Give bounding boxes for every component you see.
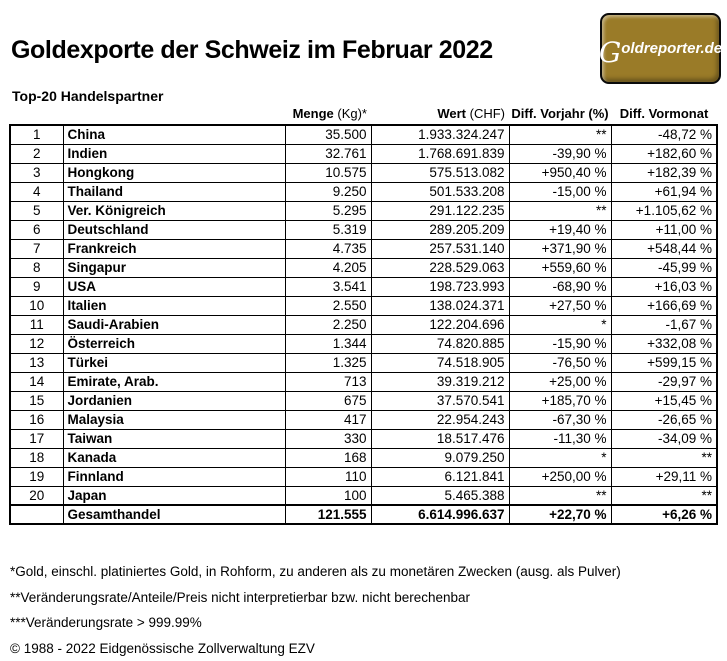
diff-vormonat-cell: -1,67 % xyxy=(611,315,717,334)
menge-cell: 4.205 xyxy=(285,258,371,277)
rank-cell: 12 xyxy=(10,334,63,353)
rank-cell: 14 xyxy=(10,372,63,391)
table-row xyxy=(10,182,717,201)
copyright-line: © 1988 - 2022 Eidgenössische Zollverwaltung EZV xyxy=(10,636,621,661)
diff-vormonat-cell: +29,11 % xyxy=(611,467,717,486)
diff-vorjahr-cell: -15,90 % xyxy=(509,334,611,353)
country-cell: Hongkong xyxy=(63,163,285,182)
diff-vormonat-cell: +599,15 % xyxy=(611,353,717,372)
table-row xyxy=(10,410,717,429)
country-cell: Jordanien xyxy=(63,391,285,410)
column-header-menge xyxy=(285,106,371,121)
country-cell: Deutschland xyxy=(63,220,285,239)
menge-cell: 10.575 xyxy=(285,163,371,182)
table-row xyxy=(10,372,717,391)
menge-cell: 9.250 xyxy=(285,182,371,201)
diff-vormonat-cell: -34,09 % xyxy=(611,429,717,448)
table-row xyxy=(10,201,717,220)
country-cell: Japan xyxy=(63,486,285,505)
diff-vormonat-cell: +15,45 % xyxy=(611,391,717,410)
table-row xyxy=(10,429,717,448)
diff-vorjahr-cell: +27,50 % xyxy=(509,296,611,315)
footnote-double-asterisk: **Veränderungsrate/Anteile/Preis nicht interpretierbar bzw. nicht berechenbar xyxy=(10,585,621,611)
country-cell: Frankreich xyxy=(63,239,285,258)
country-cell: Türkei xyxy=(63,353,285,372)
diff-vorjahr-cell: +185,70 % xyxy=(509,391,611,410)
diff-vormonat-cell: +182,39 % xyxy=(611,163,717,182)
diff-vorjahr-cell: * xyxy=(509,448,611,467)
table-footer xyxy=(10,505,717,524)
table-row xyxy=(10,258,717,277)
wert-unit-label: (CHF) xyxy=(466,106,505,121)
wert-cell: 291.122.235 xyxy=(371,201,509,220)
column-header-diff-vorjahr: Diff. Vorjahr (%) xyxy=(509,106,611,121)
menge-cell: 1.344 xyxy=(285,334,371,353)
wert-cell: 6.121.841 xyxy=(371,467,509,486)
diff-vorjahr-cell: +559,60 % xyxy=(509,258,611,277)
rank-cell: 1 xyxy=(10,125,63,144)
diff-vormonat-cell: +182,60 % xyxy=(611,144,717,163)
rank-cell: 15 xyxy=(10,391,63,410)
wert-cell: 22.954.243 xyxy=(371,410,509,429)
diff-vorjahr-cell: +371,90 % xyxy=(509,239,611,258)
footnote-triple-asterisk: ***Veränderungsrate > 999.99% xyxy=(10,610,621,636)
total-label-cell: Gesamthandel xyxy=(63,505,285,524)
country-cell: Singapur xyxy=(63,258,285,277)
gold-exports-table xyxy=(9,124,718,525)
rank-cell: 9 xyxy=(10,277,63,296)
wert-cell: 18.517.476 xyxy=(371,429,509,448)
diff-vormonat-cell: +332,08 % xyxy=(611,334,717,353)
menge-cell: 2.550 xyxy=(285,296,371,315)
diff-vorjahr-cell: -15,00 % xyxy=(509,182,611,201)
menge-cell: 1.325 xyxy=(285,353,371,372)
table-row xyxy=(10,486,717,505)
diff-vorjahr-cell: ** xyxy=(509,201,611,220)
diff-vorjahr-cell: -68,90 % xyxy=(509,277,611,296)
country-cell: Kanada xyxy=(63,448,285,467)
diff-vormonat-cell: -26,65 % xyxy=(611,410,717,429)
menge-cell: 100 xyxy=(285,486,371,505)
menge-cell: 5.295 xyxy=(285,201,371,220)
table-row xyxy=(10,239,717,258)
menge-cell: 2.250 xyxy=(285,315,371,334)
diff-vorjahr-cell: -67,30 % xyxy=(509,410,611,429)
page-title: Goldexporte der Schweiz im Februar 2022 xyxy=(11,36,493,65)
diff-vormonat-cell: -45,99 % xyxy=(611,258,717,277)
diff-vormonat-cell: +1.105,62 % xyxy=(611,201,717,220)
footnote-gold-definition: *Gold, einschl. platiniertes Gold, in Rohform, zu anderen als zu monetären Zwecken (ausg. als Pulver) xyxy=(10,559,621,585)
table-row xyxy=(10,334,717,353)
menge-cell: 168 xyxy=(285,448,371,467)
table-row xyxy=(10,125,717,144)
menge-cell: 5.319 xyxy=(285,220,371,239)
rank-cell: 19 xyxy=(10,467,63,486)
total-diff-vorjahr-cell: +22,70 % xyxy=(509,505,611,524)
diff-vormonat-cell: -48,72 % xyxy=(611,125,717,144)
wert-cell: 289.205.209 xyxy=(371,220,509,239)
diff-vorjahr-cell: -11,30 % xyxy=(509,429,611,448)
total-wert-cell: 6.614.996.637 xyxy=(371,505,509,524)
total-rank-cell xyxy=(10,505,63,524)
country-cell: Emirate, Arab. xyxy=(63,372,285,391)
wert-cell: 501.533.208 xyxy=(371,182,509,201)
rank-cell: 18 xyxy=(10,448,63,467)
wert-cell: 138.024.371 xyxy=(371,296,509,315)
total-row xyxy=(10,505,717,524)
table-row xyxy=(10,220,717,239)
table-row xyxy=(10,163,717,182)
diff-vorjahr-cell: * xyxy=(509,315,611,334)
table-row xyxy=(10,144,717,163)
rank-cell: 20 xyxy=(10,486,63,505)
table-row xyxy=(10,296,717,315)
menge-cell: 713 xyxy=(285,372,371,391)
wert-cell: 74.820.885 xyxy=(371,334,509,353)
country-cell: Indien xyxy=(63,144,285,163)
country-cell: Ver. Königreich xyxy=(63,201,285,220)
rank-cell: 13 xyxy=(10,353,63,372)
diff-vorjahr-cell: -76,50 % xyxy=(509,353,611,372)
country-cell: Malaysia xyxy=(63,410,285,429)
diff-vormonat-cell: ** xyxy=(611,448,717,467)
country-cell: Saudi-Arabien xyxy=(63,315,285,334)
wert-cell: 122.204.696 xyxy=(371,315,509,334)
table-row xyxy=(10,467,717,486)
menge-label: Menge xyxy=(293,106,334,121)
diff-vormonat-cell: +11,00 % xyxy=(611,220,717,239)
menge-cell: 3.541 xyxy=(285,277,371,296)
wert-cell: 37.570.541 xyxy=(371,391,509,410)
diff-vormonat-cell: +16,03 % xyxy=(611,277,717,296)
wert-cell: 1.933.324.247 xyxy=(371,125,509,144)
goldreporter-logo xyxy=(600,13,721,84)
footnotes xyxy=(10,559,621,661)
table-row xyxy=(10,353,717,372)
total-menge-cell: 121.555 xyxy=(285,505,371,524)
wert-cell: 9.079.250 xyxy=(371,448,509,467)
table-body xyxy=(10,125,717,505)
diff-vorjahr-cell: +19,40 % xyxy=(509,220,611,239)
rank-cell: 2 xyxy=(10,144,63,163)
country-cell: Österreich xyxy=(63,334,285,353)
rank-cell: 6 xyxy=(10,220,63,239)
menge-cell: 330 xyxy=(285,429,371,448)
rank-cell: 10 xyxy=(10,296,63,315)
diff-vorjahr-cell: +250,00 % xyxy=(509,467,611,486)
wert-cell: 5.465.388 xyxy=(371,486,509,505)
diff-vorjahr-cell: -39,90 % xyxy=(509,144,611,163)
rank-cell: 5 xyxy=(10,201,63,220)
wert-label: Wert xyxy=(437,106,466,121)
rank-cell: 3 xyxy=(10,163,63,182)
diff-vorjahr-cell: ** xyxy=(509,125,611,144)
rank-cell: 16 xyxy=(10,410,63,429)
menge-cell: 675 xyxy=(285,391,371,410)
country-cell: Italien xyxy=(63,296,285,315)
menge-cell: 32.761 xyxy=(285,144,371,163)
table-row xyxy=(10,315,717,334)
logo-text: oldreporter.de xyxy=(621,40,722,57)
menge-unit-label: (Kg)* xyxy=(334,106,367,121)
country-cell: Taiwan xyxy=(63,429,285,448)
country-cell: China xyxy=(63,125,285,144)
menge-cell: 417 xyxy=(285,410,371,429)
rank-cell: 11 xyxy=(10,315,63,334)
wert-cell: 228.529.063 xyxy=(371,258,509,277)
column-header-wert xyxy=(371,106,509,121)
table-subtitle: Top-20 Handelspartner xyxy=(12,88,163,104)
logo-letter-g: G xyxy=(599,39,621,67)
menge-cell: 35.500 xyxy=(285,125,371,144)
country-cell: USA xyxy=(63,277,285,296)
diff-vorjahr-cell: +950,40 % xyxy=(509,163,611,182)
wert-cell: 1.768.691.839 xyxy=(371,144,509,163)
rank-cell: 4 xyxy=(10,182,63,201)
diff-vormonat-cell: +61,94 % xyxy=(611,182,717,201)
total-diff-vormonat-cell: +6,26 % xyxy=(611,505,717,524)
country-cell: Finnland xyxy=(63,467,285,486)
wert-cell: 575.513.082 xyxy=(371,163,509,182)
country-cell: Thailand xyxy=(63,182,285,201)
diff-vormonat-cell: -29,97 % xyxy=(611,372,717,391)
wert-cell: 39.319.212 xyxy=(371,372,509,391)
column-headers xyxy=(9,103,717,121)
column-header-diff-vormonat: Diff. Vormonat xyxy=(611,106,717,121)
menge-cell: 4.735 xyxy=(285,239,371,258)
table-row xyxy=(10,448,717,467)
diff-vormonat-cell: +166,69 % xyxy=(611,296,717,315)
diff-vormonat-cell: ** xyxy=(611,486,717,505)
wert-cell: 198.723.993 xyxy=(371,277,509,296)
table-row xyxy=(10,277,717,296)
diff-vorjahr-cell: +25,00 % xyxy=(509,372,611,391)
menge-cell: 110 xyxy=(285,467,371,486)
wert-cell: 257.531.140 xyxy=(371,239,509,258)
rank-cell: 7 xyxy=(10,239,63,258)
rank-cell: 8 xyxy=(10,258,63,277)
wert-cell: 74.518.905 xyxy=(371,353,509,372)
diff-vormonat-cell: +548,44 % xyxy=(611,239,717,258)
table-row xyxy=(10,391,717,410)
rank-cell: 17 xyxy=(10,429,63,448)
diff-vorjahr-cell: ** xyxy=(509,486,611,505)
